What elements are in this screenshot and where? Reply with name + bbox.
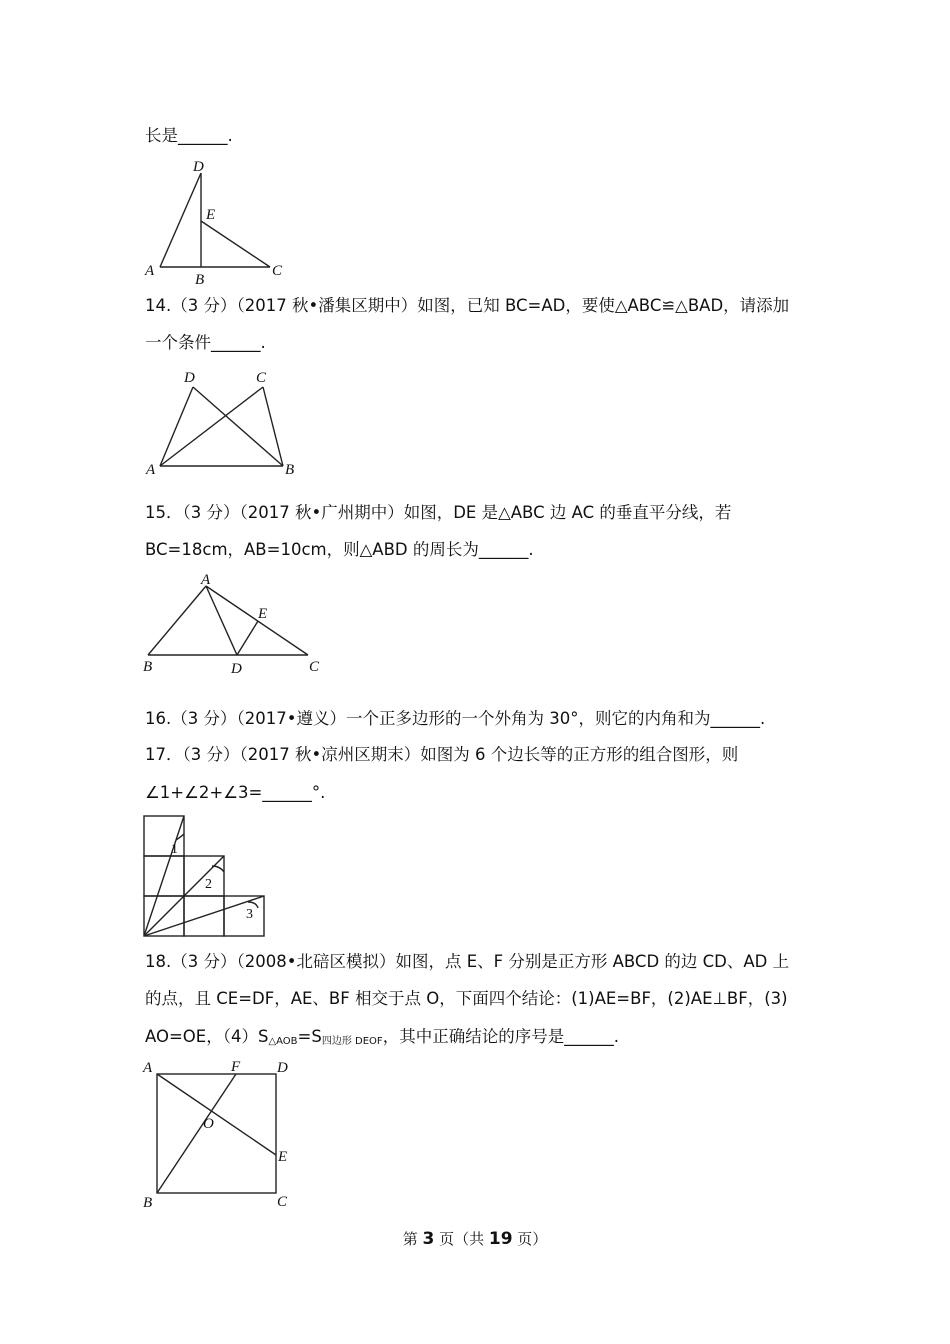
q18-line2: 的点，且 CE=DF，AE、BF 相交于点 O，下面四个结论：(1)AE=BF，(2)AE⊥BF，(3) — [145, 989, 788, 1008]
fig18-label-b: B — [143, 1195, 153, 1211]
fig15-label-e: E — [258, 606, 268, 622]
q14-line1: 14.（3 分）（2017 秋•潘集区期中）如图，已知 BC=AD，要使△ABC≌△BAD，请添加 — [145, 296, 790, 315]
q17-line2: ∠1+∠2+∠3=______°. — [145, 783, 326, 802]
q13-tail: 长是______. — [145, 126, 233, 145]
fig18-label-f: F — [231, 1059, 241, 1075]
footer-page-number: 3 — [422, 1229, 435, 1249]
fig13-label-e: E — [206, 207, 216, 223]
fig14-label-c: C — [256, 370, 267, 386]
page-footer — [0, 1228, 950, 1249]
q18-line3-a: AO=OE，（4）S — [145, 1027, 269, 1046]
fig18-segment-ae — [157, 1074, 276, 1155]
q18-line3-c: ，其中正确结论的序号是______. — [382, 1027, 619, 1046]
fig17-label-2: 2 — [205, 877, 212, 892]
fig18-label-a: A — [143, 1060, 153, 1076]
q18-line1: 18.（3 分）（2008•北碚区模拟）如图，点 E、F 分别是正方形 ABCD 的边 CD、AD 上 — [145, 952, 790, 971]
q18-sub-deof: 四边形 DEOF — [321, 1036, 383, 1047]
footer-total-pages: 19 — [488, 1229, 513, 1249]
footer-pre: 第 — [402, 1230, 423, 1248]
q15-line1: 15．（3 分）（2017 秋•广州期中）如图，DE 是△ABC 边 AC 的垂直平分线，若 — [145, 503, 732, 522]
fig13-label-d: D — [193, 159, 204, 175]
q15-line2: BC=18cm，AB=10cm，则△ABD 的周长为______. — [145, 540, 534, 559]
fig18-square-abcd — [157, 1074, 276, 1193]
q18-sub-aob: △AOB — [268, 1036, 298, 1047]
fig14-label-a: A — [146, 462, 156, 478]
footer-post: 页） — [512, 1230, 548, 1248]
fig18-segment-bf — [157, 1074, 236, 1193]
q14-line2: 一个条件______. — [145, 333, 266, 352]
fig18-label-o: O — [203, 1116, 214, 1132]
fig13-label-b: B — [195, 272, 205, 288]
fig14-label-b: B — [285, 462, 295, 478]
fig17-label-1: 1 — [171, 842, 178, 857]
fig18-label-d: D — [277, 1060, 288, 1076]
fig13-label-c: C — [272, 263, 283, 279]
q18-line3-b: =S — [297, 1027, 322, 1046]
fig15-label-c: C — [309, 659, 320, 675]
q17-line1: 17．（3 分）（2017 秋•凉州区期末）如图为 6 个边长等的正方形的组合图形，则 — [145, 745, 739, 764]
fig15-label-a: A — [201, 572, 211, 588]
footer-mid: 页（共 — [434, 1230, 489, 1248]
fig14-label-d: D — [184, 370, 195, 386]
fig15-label-b: B — [143, 659, 153, 675]
fig18-label-c: C — [277, 1194, 288, 1210]
fig15-label-d: D — [231, 661, 242, 677]
fig13-label-a: A — [145, 263, 155, 279]
q16-line1: 16.（3 分）（2017•遵义）一个正多边形的一个外角为 30°，则它的内角和为______. — [145, 709, 766, 728]
fig18-label-e: E — [278, 1149, 288, 1165]
fig17-label-3: 3 — [246, 907, 253, 922]
